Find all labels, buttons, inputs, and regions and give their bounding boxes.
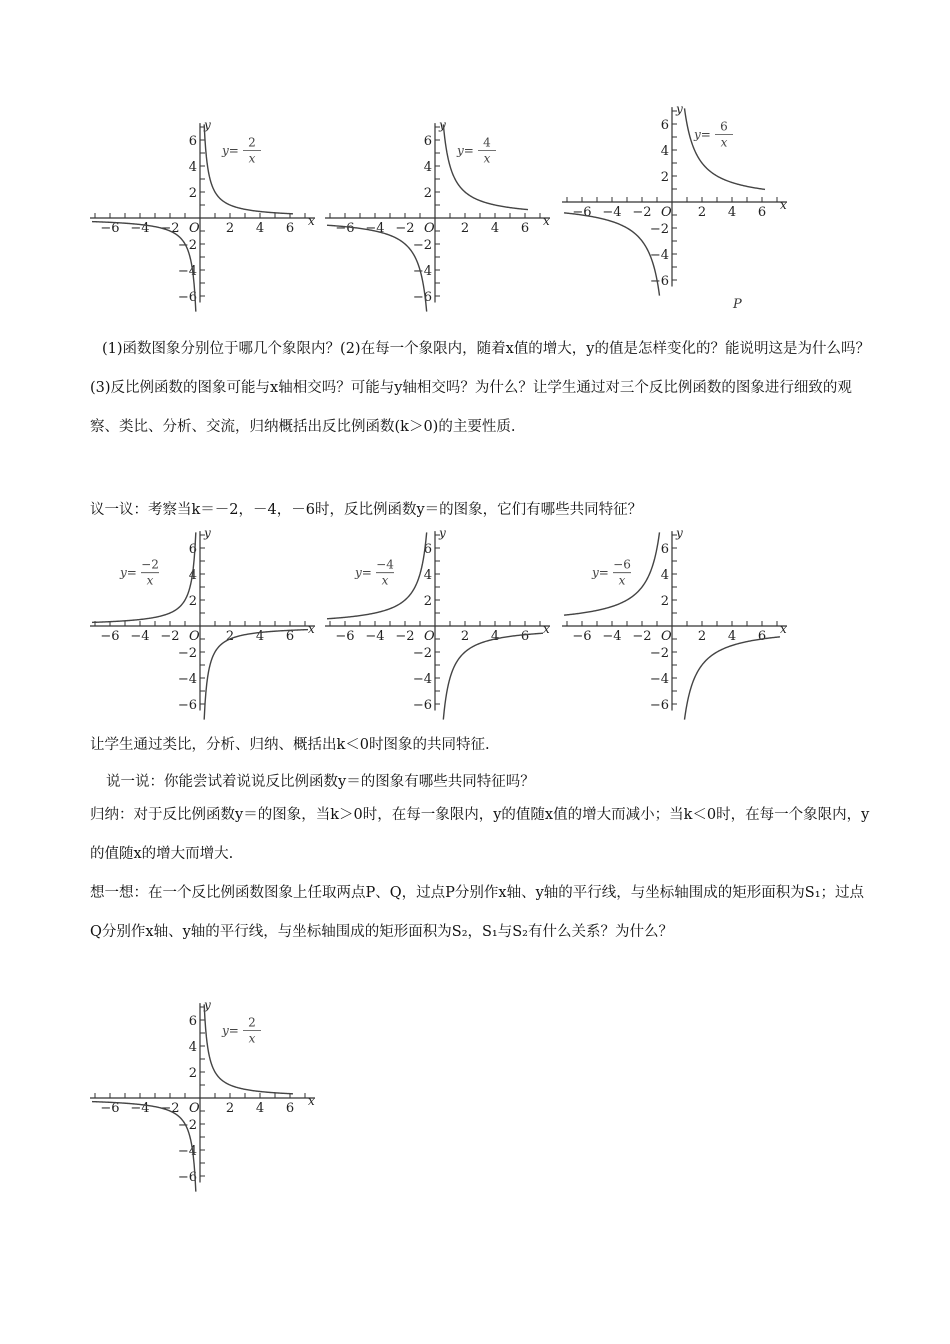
x-axis-label: x [308,622,315,636]
y-axis-label: y [204,998,211,1013]
y-tick-label: 4 [188,1040,197,1055]
y-tick-label: 2 [188,186,197,201]
summary-paragraph: 归纳：对于反比例函数y＝的图象，当k＞0时，在每一象限内，y的值随x值的增大而减小；当k＜0时，在每一个象限内，y的值随x的增大而增大. [90,807,870,862]
formula-prefix: y= [120,565,137,580]
graph-bottom-y-2-over-x [90,992,315,1196]
x-tick-label: 2 [460,221,470,236]
x-tick-label: −6 [572,205,592,220]
graph-y-2-over-x [90,112,315,316]
x-tick-label: 6 [285,1101,295,1116]
curve-branch-q4 [685,637,781,720]
graph-svg [325,112,550,312]
formula-prefix: y= [457,143,474,158]
x-axis-label: x [780,198,787,212]
x-tick-label: −4 [602,629,622,644]
y-tick-label: −6 [177,1170,197,1185]
origin-label: O [661,205,672,220]
x-tick-label: −2 [395,221,415,236]
formula-numerator: −4 [376,557,394,572]
x-tick-label: −2 [395,629,415,644]
y-tick-label: 2 [660,170,669,185]
x-tick-label: −6 [100,1101,120,1116]
y-tick-label: 2 [188,1066,197,1081]
x-axis-label: x [308,214,315,228]
curve-branch-q2 [92,532,196,622]
x-tick-label: 2 [697,629,707,644]
k-negative-line: 让学生通过类比，分析、归纳、概括出k＜0时图象的共同特征. [90,737,490,753]
y-tick-label: 2 [188,594,197,609]
graph-svg [90,992,315,1192]
y-tick-label: −2 [177,646,197,661]
x-tick-label: −2 [632,629,652,644]
y-tick-label: −2 [649,646,669,661]
curve-branch-q3 [327,225,427,311]
graph-y-neg6-over-x [562,528,787,727]
y-tick-label: 6 [188,134,197,149]
x-tick-label: 4 [727,629,737,644]
graph-svg [90,112,315,312]
y-axis-label: y [676,102,683,117]
y-tick-label: 4 [423,160,432,175]
y-axis-label: y [439,118,446,133]
formula-numerator: 2 [248,135,256,150]
y-tick-label: 6 [188,542,197,557]
y-tick-label: 4 [660,568,669,583]
formula-numerator: −2 [141,557,159,572]
y-tick-label: 4 [188,160,197,175]
x-tick-label: 6 [285,221,295,236]
y-tick-label: −2 [177,1118,197,1133]
y-tick-label: 6 [423,542,432,557]
curve-branch-q2 [564,532,660,615]
y-tick-label: −4 [177,672,197,687]
x-tick-label: −4 [130,1101,150,1116]
y-tick-label: −6 [649,698,669,713]
formula-denominator: x [483,151,491,166]
origin-label: O [424,629,435,644]
formula-prefix: y= [222,1023,239,1038]
x-tick-label: 6 [757,629,767,644]
x-tick-label: −4 [130,221,150,236]
y-axis-label: y [204,526,211,541]
x-tick-label: −4 [130,629,150,644]
origin-label: O [189,1101,200,1116]
formula-prefix: y= [592,565,609,580]
origin-label: O [661,629,672,644]
y-axis-label: y [676,526,683,541]
think-paragraph: 想一想：在一个反比例函数图象上任取两点P、Q，过点P分别作x轴、y轴的平行线，与坐标轴围成的矩形面积为S₁；过点Q分别作x轴、y轴的平行线，与坐标轴围成的矩形面积为S₂，S₁与S₂有什么关系？为什么？ [90,885,865,940]
question-paragraph: (1)函数图象分别位于哪几个象限内？(2)在每一个象限内，随着x值的增大，y的值是怎样变化的？能说明这是为什么吗？(3)反比例函数的图象可能与x轴相交吗？可能与y轴相交吗？为什么？让学生通过对三个反比例函数的图象进行细致的观察、类比、分析、交流，归纳概括出反比例函数(k＞0)的主要性质. [90,341,870,435]
graph-y-neg4-over-x [325,528,550,727]
y-tick-label: −4 [177,1144,197,1159]
y-tick-label: 4 [188,568,197,583]
x-tick-label: −4 [365,221,385,236]
origin-label: O [424,221,435,236]
y-tick-label: −2 [649,222,669,237]
y-axis-label: y [204,118,211,133]
y-tick-label: −2 [412,238,432,253]
y-tick-label: 4 [660,144,669,159]
x-tick-label: 4 [490,221,500,236]
curve-branch-q4 [443,633,543,719]
curve-branch-q2 [327,532,427,618]
x-tick-label: 4 [727,205,737,220]
y-tick-label: 4 [423,568,432,583]
y-tick-label: −4 [412,672,432,687]
y-tick-label: −2 [177,238,197,253]
x-tick-label: −2 [160,629,180,644]
formula-numerator: −6 [613,557,631,572]
discuss-line: 议一议：考察当k＝－2，－4，－6时，反比例函数y＝的图象，它们有哪些共同特征？ [90,502,643,518]
x-tick-label: 4 [490,629,500,644]
y-tick-label: −6 [177,698,197,713]
graph-svg [562,528,787,723]
x-tick-label: −6 [572,629,592,644]
x-tick-label: 4 [255,1101,265,1116]
formula-denominator: x [146,573,154,588]
graph-svg [90,528,315,723]
graph-y-6-over-x [562,96,787,300]
say-line: 说一说：你能尝试着说说反比例函数y＝的图象有哪些共同特征吗？ [106,774,535,790]
x-tick-label: 4 [255,629,265,644]
y-tick-label: −6 [412,290,432,305]
x-tick-label: −2 [632,205,652,220]
formula-numerator: 4 [483,135,491,150]
x-tick-label: 6 [520,629,530,644]
x-tick-label: 2 [225,1101,235,1116]
y-tick-label: −6 [649,274,669,289]
x-tick-label: −2 [160,1101,180,1116]
y-tick-label: 6 [660,118,669,133]
formula-denominator: x [248,1031,256,1046]
x-tick-label: 6 [757,205,767,220]
x-tick-label: −4 [602,205,622,220]
y-tick-label: −4 [649,248,669,263]
formula-numerator: 2 [248,1015,256,1030]
x-tick-label: 2 [225,629,235,644]
origin-label: O [189,629,200,644]
graph-y-neg2-over-x [90,528,315,727]
x-tick-label: 2 [460,629,470,644]
graph-y-4-over-x [325,112,550,316]
graph-svg [562,96,787,296]
y-tick-label: −4 [412,264,432,279]
x-tick-label: −6 [335,629,355,644]
x-tick-label: −2 [160,221,180,236]
y-tick-label: −2 [412,646,432,661]
x-axis-label: x [780,622,787,636]
x-tick-label: −4 [365,629,385,644]
formula-prefix: y= [694,127,711,142]
formula-denominator: x [381,573,389,588]
y-tick-label: 6 [423,134,432,149]
x-tick-label: −6 [335,221,355,236]
y-tick-label: −6 [412,698,432,713]
x-tick-label: 6 [285,629,295,644]
y-tick-label: −4 [649,672,669,687]
formula-denominator: x [720,135,728,150]
y-tick-label: −6 [177,290,197,305]
y-tick-label: 2 [423,594,432,609]
origin-label: O [189,221,200,236]
x-tick-label: 2 [225,221,235,236]
x-tick-label: −6 [100,629,120,644]
x-tick-label: 6 [520,221,530,236]
y-axis-label: y [439,526,446,541]
y-tick-label: 2 [660,594,669,609]
graph-svg [325,528,550,723]
y-tick-label: 2 [423,186,432,201]
y-tick-label: −4 [177,264,197,279]
x-axis-label: x [543,622,550,636]
x-tick-label: −6 [100,221,120,236]
curve-branch-q3 [564,213,660,296]
y-tick-label: 6 [188,1014,197,1029]
formula-denominator: x [248,151,256,166]
x-axis-label: x [308,1094,315,1108]
formula-denominator: x [618,573,626,588]
formula-prefix: y= [222,143,239,158]
x-tick-label: 4 [255,221,265,236]
x-axis-label: x [543,214,550,228]
y-tick-label: 6 [660,542,669,557]
p-label: P [733,297,742,312]
formula-prefix: y= [355,565,372,580]
x-tick-label: 2 [697,205,707,220]
formula-numerator: 6 [720,119,728,134]
